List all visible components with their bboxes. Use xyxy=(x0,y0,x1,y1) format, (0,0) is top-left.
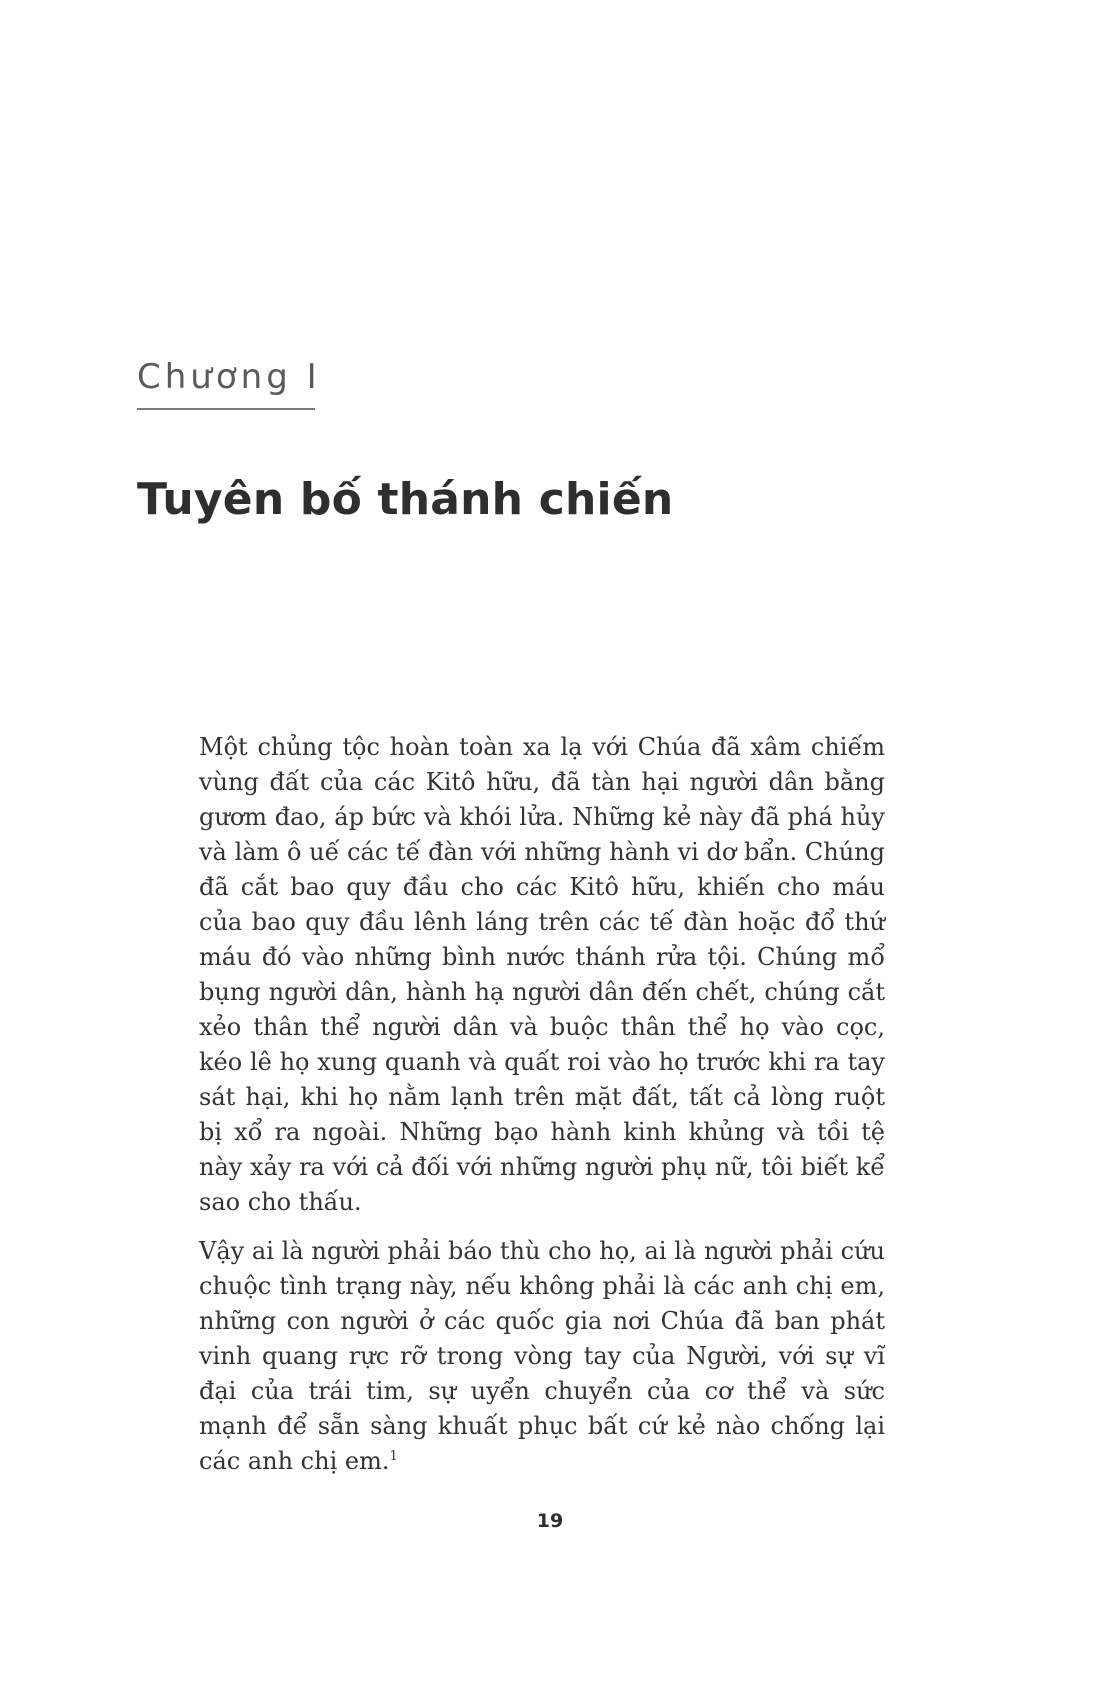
chapter-title: Tuyên bố thánh chiến xyxy=(137,474,674,525)
body-text xyxy=(199,730,885,1493)
page-number: 19 xyxy=(536,1510,564,1532)
paragraph xyxy=(199,1234,885,1479)
chapter-label: Chương I xyxy=(137,357,321,397)
paragraph-text: Vậy ai là người phải báo thù cho họ, ai là người phải cứu chuộc tình trạng này, nếu không phải là các anh chị em, những con người ở các quốc gia nơi Chúa đã ban phát vinh quang rực rỡ trong vòng tay của Người, với sự vĩ đại của trái tim, sự uyển chuyển của cơ thể và sức mạnh để sẵn sàng khuất phục bất cứ kẻ nào chống lại các anh chị em. xyxy=(199,1237,885,1475)
chapter-underline xyxy=(137,408,315,410)
paragraph: Một chủng tộc hoàn toàn xa lạ với Chúa đã xâm chiếm vùng đất của các Kitô hữu, đã tàn hại người dân bằng gươm đao, áp bức và khói lửa. Những kẻ này đã phá hủy và làm ô uế các tế đàn với những hành vi dơ bẩn. Chúng đã cắt bao quy đầu cho các Kitô hữu, khiến cho máu của bao quy đầu lênh láng trên các tế đàn hoặc đổ thứ máu đó vào những bình nước thánh rửa tội. Chúng mổ bụng người dân, hành hạ người dân đến chết, chúng cắt xẻo thân thể người dân và buộc thân thể họ vào cọc, kéo lê họ xung quanh và quất roi vào họ trước khi ra tay sát hại, khi họ nằm lạnh trên mặt đất, tất cả lòng ruột bị xổ ra ngoài. Những bạo hành kinh khủng và tồi tệ này xảy ra với cả đối với những người phụ nữ, tôi biết kể sao cho thấu. xyxy=(199,733,885,1216)
footnote-marker: 1 xyxy=(389,1449,398,1464)
